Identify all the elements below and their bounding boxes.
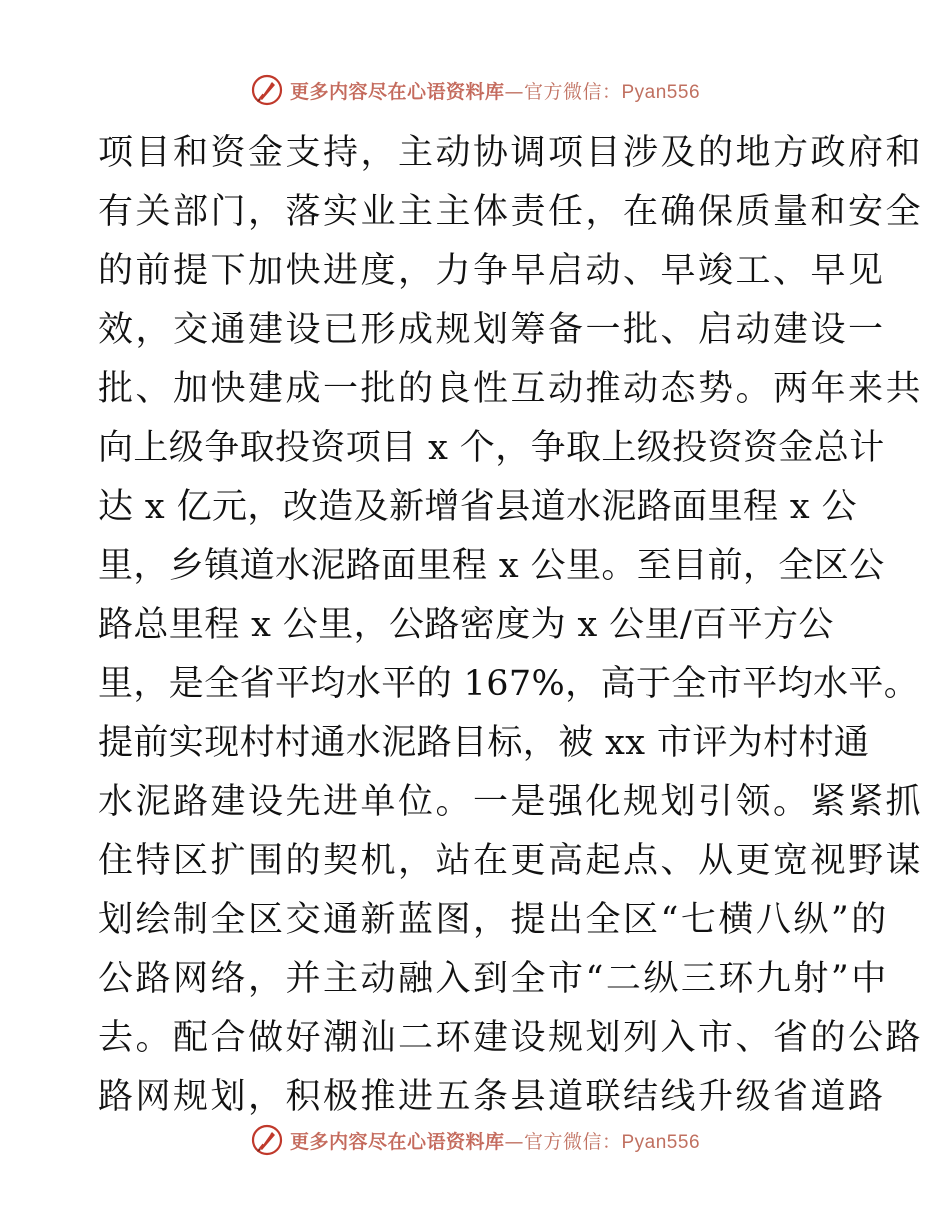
- text-line: 效，交通建设已形成规划筹备一批、启动建设一: [98, 310, 886, 350]
- text-line: 路网规划，积极推进五条县道联结线升级省道路: [98, 1077, 886, 1117]
- text-line: 里，乡镇道水泥路面里程 x 公里。至目前，全区公: [98, 546, 885, 586]
- text-line: 里，是全省平均水平的 167%，高于全市平均水平。: [98, 664, 920, 704]
- watermark-label: 官方微信：: [523, 1130, 622, 1153]
- document-body: [98, 124, 924, 1127]
- text-line: 公路网络，并主动融入到全市“二纵三环九射”中: [98, 959, 889, 999]
- text-line: 向上级争取投资项目 x 个，争取上级投资资金总计: [98, 428, 885, 468]
- watermark-label: 官方微信：: [523, 80, 622, 103]
- footer-watermark: [0, 1120, 950, 1160]
- watermark-brand: 更多内容尽在心语资料库: [289, 80, 505, 103]
- watermark-text: [290, 77, 700, 104]
- watermark-text: [290, 1127, 700, 1154]
- watermark-separator: —: [504, 80, 524, 103]
- text-line: 的前提下加快进度，力争早启动、早竣工、早见: [98, 251, 886, 291]
- watermark-account: Pyan556: [621, 81, 701, 103]
- text-line: 水泥路建设先进单位。一是强化规划引领。紧紧抓: [98, 782, 924, 822]
- text-line: 达 x 亿元，改造及新增省县道水泥路面里程 x 公: [98, 487, 857, 527]
- text-line: 项目和资金支持，主动协调项目涉及的地方政府和: [98, 133, 924, 173]
- text-line: 提前实现村村通水泥路目标，被 xx 市评为村村通: [98, 723, 870, 763]
- watermark-brand: 更多内容尽在心语资料库: [289, 1130, 505, 1153]
- text-line: 划绘制全区交通新蓝图，提出全区“七横八纵”的: [98, 900, 889, 940]
- text-line: 路总里程 x 公里，公路密度为 x 公里/百平方公: [98, 605, 834, 645]
- text-line: 有关部门，落实业主主体责任，在确保质量和安全: [98, 192, 924, 232]
- watermark-account: Pyan556: [621, 1131, 701, 1153]
- text-line: 住特区扩围的契机，站在更高起点、从更宽视野谋: [98, 841, 924, 881]
- header-watermark: [0, 70, 950, 110]
- watermark-separator: —: [504, 1130, 524, 1153]
- quill-pen-logo-icon: [250, 1123, 284, 1157]
- text-line: 批、加快建成一批的良性互动推动态势。两年来共: [98, 369, 924, 409]
- text-line: 去。配合做好潮汕二环建设规划列入市、省的公路: [98, 1018, 924, 1058]
- quill-pen-logo-icon: [250, 73, 284, 107]
